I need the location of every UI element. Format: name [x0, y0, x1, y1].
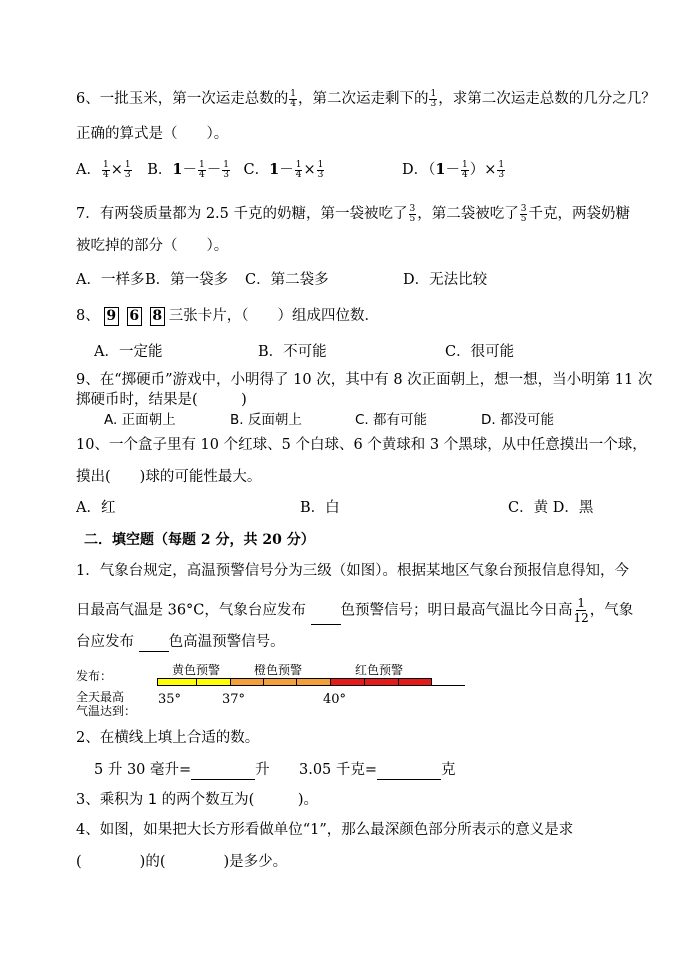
q8-option-b: B．不可能	[258, 344, 327, 360]
q7-line2: 被吃掉的部分（ ）。	[76, 238, 229, 254]
answer-blank[interactable]	[377, 779, 441, 780]
f1-line3: 台应发布 色高温预警信号。	[76, 634, 285, 650]
q9-option-b: B. 反面朝上	[230, 412, 302, 428]
fraction-3-5b: $\frac{3}{5}$	[520, 203, 527, 224]
orange-segment	[263, 678, 297, 686]
yellow-segment	[157, 678, 197, 686]
q7-line1: 7．有两袋质量都为 2.5 千克的奶糖，第一袋被吃了 $\frac{3}{5}$ ，第二袋被吃了 $\frac{3}{5}$ 千克，两袋奶糖	[76, 203, 630, 224]
q7-option-c: C．第二袋多	[245, 272, 329, 288]
q10-option-cd: C．黄 D．黑	[508, 500, 594, 516]
card-9: 9	[104, 307, 119, 326]
temp-40: 40°	[323, 692, 347, 707]
red-segment	[364, 678, 399, 686]
q6-options	[76, 160, 325, 180]
f3-line: 3、乘积为 1 的两个数互为( )。	[76, 792, 319, 808]
q9-line1: 9、在“掷硬币”游戏中，小明得了 10 次，其中有 8 次正面朝上，想一想，当小明第 11 次	[76, 372, 653, 388]
q9-option-a: A. 正面朝上	[104, 412, 176, 428]
q7-option-d: D．无法比较	[403, 272, 488, 288]
card-6: 6	[127, 307, 142, 326]
q6-option-a: A． $\frac{1}{4}$ × $\frac{1}{3}$	[76, 159, 131, 180]
q8-option-c: C．很可能	[445, 344, 515, 360]
red-segment	[330, 678, 365, 686]
q10-line1: 10、一个盒子里有 10 个红球、5 个白球、6 个黄球和 3 个黑球，从中任意摸出一个球，	[76, 437, 647, 453]
red-segment	[398, 678, 432, 686]
q8-line: 8、 9 6 8 三张卡片，（ ）组成四位数．	[76, 307, 379, 324]
warn-yellow-label: 黄色预警	[172, 663, 221, 677]
temp-35: 35°	[158, 692, 182, 707]
q7-option-b: B．第一袋多	[145, 272, 229, 288]
orange-segment	[296, 678, 331, 686]
q10-line2: 摸出( )球的可能性最大。	[76, 469, 262, 485]
q10-option-b: B．白	[300, 500, 340, 516]
q6-line2: 正确的算式是（ ）。	[76, 126, 229, 142]
fraction-3-5: $\frac{3}{5}$	[409, 203, 416, 224]
answer-blank[interactable]	[191, 779, 255, 780]
q7-option-a: A．一样多	[76, 272, 145, 288]
answer-blank[interactable]	[311, 624, 341, 625]
q8-option-a: A．一定能	[94, 344, 163, 360]
f2-a: 5 升 30 毫升= 升	[94, 762, 270, 778]
q6-option-b: B．1－ $\frac{1}{4}$ － $\frac{1}{3}$	[147, 159, 229, 180]
f2-line1: 2、在横线上填上合适的数。	[76, 730, 260, 746]
f4-line2: ( )的( )是多少。	[76, 854, 288, 870]
fraction-1-12: $\frac{1}{12}$	[573, 596, 589, 625]
fraction-1-3: $\frac{1}{3}$	[430, 88, 437, 109]
warn-red-label: 红色预警	[355, 663, 404, 677]
scale-line	[431, 685, 465, 686]
warn-allday-label-2: 气温达到：	[76, 704, 137, 718]
fraction-1-4: $\frac{1}{4}$	[290, 88, 296, 109]
warn-orange-label: 橙色预警	[254, 663, 303, 677]
section-title: 二．填空题（每题 2 分，共 20 分）	[84, 532, 315, 548]
q6-option-d: D．（1－ $\frac{1}{4}$ ）× $\frac{1}{3}$	[402, 159, 505, 180]
f2-b: 3.05 千克= 克	[299, 762, 456, 778]
f1-line2: 日最高气温是 36°C，气象台应发布 色预警信号；明日最高气温比今日高 $\frac{1}{12}$ ，气象	[76, 596, 634, 625]
q6-option-c: C．1－ $\frac{1}{4}$ × $\frac{1}{3}$	[243, 159, 324, 180]
card-8: 8	[150, 307, 165, 326]
q9-line2: 掷硬币时，结果是( )	[76, 392, 247, 408]
f1-line1: 1．气象台规定，高温预警信号分为三级（如图）。根据某地区气象台预报信息得知，今	[76, 563, 629, 579]
temp-37: 37°	[222, 692, 246, 707]
q9-option-c: C. 都有可能	[355, 412, 428, 428]
answer-blank[interactable]	[139, 651, 169, 652]
orange-segment	[230, 678, 264, 686]
warn-allday-label-1: 全天最高	[76, 690, 125, 704]
f4-line1: 4、如图，如果把大长方形看做单位“1”，那么最深颜色部分所表示的意义是求	[76, 822, 574, 838]
q6-line1: 6、一批玉米，第一次运走总数的 $\frac{1}{4}$ ，第二次运走剩下的 $\frac{1}{3}$ ，求第二次运走总数的几分之几？	[76, 88, 656, 109]
q9-option-d: D. 都没可能	[481, 412, 554, 428]
q10-option-a: A．红	[76, 500, 116, 516]
yellow-segment	[196, 678, 231, 686]
warn-publish-label: 发布：	[76, 669, 113, 683]
